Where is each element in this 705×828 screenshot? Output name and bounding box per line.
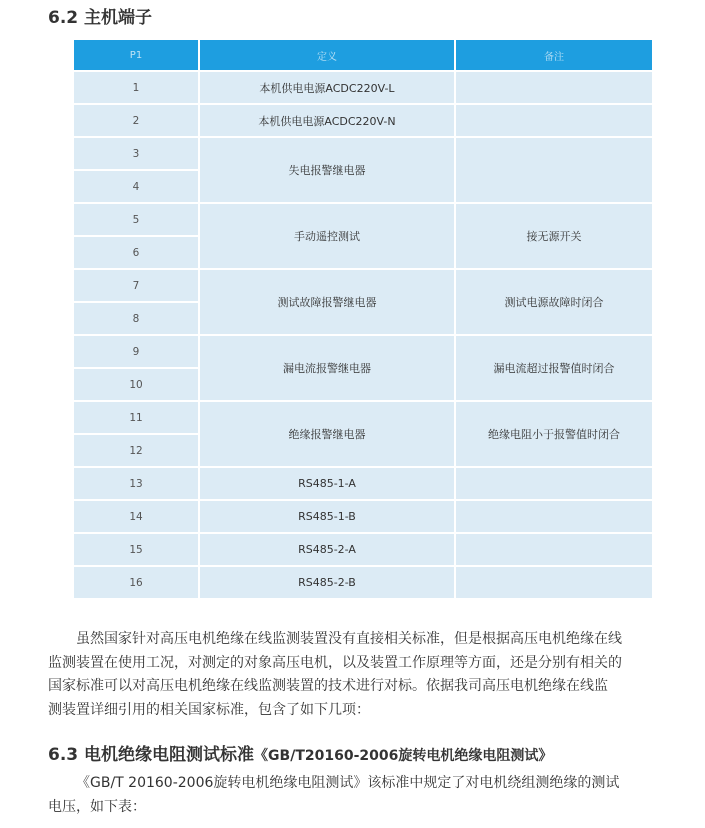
paragraph-line: 电压，如下表： — [48, 798, 146, 815]
section-6-3-subtitle: 《GB/T20160-2006旋转电机绝缘电阻测试》 — [254, 748, 553, 764]
definition-cell: 手动遥控测试 — [200, 204, 454, 268]
pin-cell: 9 — [74, 336, 198, 367]
header-definition: 定义 — [200, 40, 454, 70]
table-row — [74, 72, 652, 103]
definition-cell: 绝缘报警继电器 — [200, 402, 454, 466]
pin-cell: 3 — [74, 138, 198, 169]
pin-cell: 5 — [74, 204, 198, 235]
definition-cell: RS485-1-B — [200, 501, 454, 532]
pin-cell: 13 — [74, 468, 198, 499]
table-row — [74, 567, 652, 598]
definition-cell: RS485-1-A — [200, 468, 454, 499]
remark-cell — [456, 138, 652, 202]
remark-cell — [456, 105, 652, 136]
pin-cell: 14 — [74, 501, 198, 532]
remark-cell: 漏电流超过报警值时闭合 — [456, 336, 652, 400]
table-row — [74, 468, 652, 499]
table-header-row — [74, 40, 652, 70]
section-6-3-heading — [48, 740, 552, 765]
table-row — [74, 336, 652, 367]
table-row — [74, 534, 652, 565]
table-row — [74, 138, 652, 169]
definition-cell: 本机供电电源ACDC220V-L — [200, 72, 454, 103]
pin-cell: 6 — [74, 237, 198, 268]
definition-cell: 测试故障报警继电器 — [200, 270, 454, 334]
pin-cell: 10 — [74, 369, 198, 400]
remark-cell: 绝缘电阻小于报警值时闭合 — [456, 402, 652, 466]
terminal-table — [72, 38, 654, 610]
remark-cell — [456, 534, 652, 565]
table-row — [74, 105, 652, 136]
definition-cell: 漏电流报警继电器 — [200, 336, 454, 400]
paragraph-line: 测装置详细引用的相关国家标准，包含了如下几项： — [48, 701, 370, 718]
header-remark: 备注 — [456, 40, 652, 70]
paragraph-line: 监测装置在使用工况，对测定的对象高压电机，以及装置工作原理等方面，还是分别有相关的 — [48, 654, 622, 671]
pin-cell: 7 — [74, 270, 198, 301]
header-pin: P1 — [74, 40, 198, 70]
remark-cell — [456, 468, 652, 499]
table-row — [74, 402, 652, 433]
pin-cell: 12 — [74, 435, 198, 466]
pin-cell: 11 — [74, 402, 198, 433]
remark-cell: 测试电源故障时闭合 — [456, 270, 652, 334]
paragraph-line: 虽然国家针对高压电机绝缘在线监测装置没有直接相关标准，但是根据高压电机绝缘在线 — [76, 631, 622, 647]
pin-cell: 1 — [74, 72, 198, 103]
section-6-3-title: 6.3 电机绝缘电阻测试标准 — [48, 745, 255, 765]
section-6-2-heading: 6.2 主机端子 — [48, 8, 153, 28]
pin-cell: 4 — [74, 171, 198, 202]
standard-paragraph — [48, 772, 664, 819]
pin-cell: 15 — [74, 534, 198, 565]
definition-cell: RS485-2-A — [200, 534, 454, 565]
pin-cell: 2 — [74, 105, 198, 136]
remark-cell — [456, 501, 652, 532]
definition-cell: 本机供电电源ACDC220V-N — [200, 105, 454, 136]
paragraph-line: 国家标准可以对高压电机绝缘在线监测装置的技术进行对标。依据我司高压电机绝缘在线监 — [48, 678, 608, 694]
remark-cell — [456, 567, 652, 598]
table-row — [74, 501, 652, 532]
pin-cell: 16 — [74, 567, 198, 598]
remark-cell — [456, 72, 652, 103]
table-row — [74, 270, 652, 301]
paragraph-line: 《GB/T 20160-2006旋转电机绝缘电阻测试》该标准中规定了对电机绕组测绝缘的测试 — [76, 775, 620, 791]
definition-cell: 失电报警继电器 — [200, 138, 454, 202]
pin-cell: 8 — [74, 303, 198, 334]
remark-cell: 接无源开关 — [456, 204, 652, 268]
definition-cell: RS485-2-B — [200, 567, 454, 598]
table-row — [74, 204, 652, 235]
intro-paragraph — [48, 628, 664, 722]
